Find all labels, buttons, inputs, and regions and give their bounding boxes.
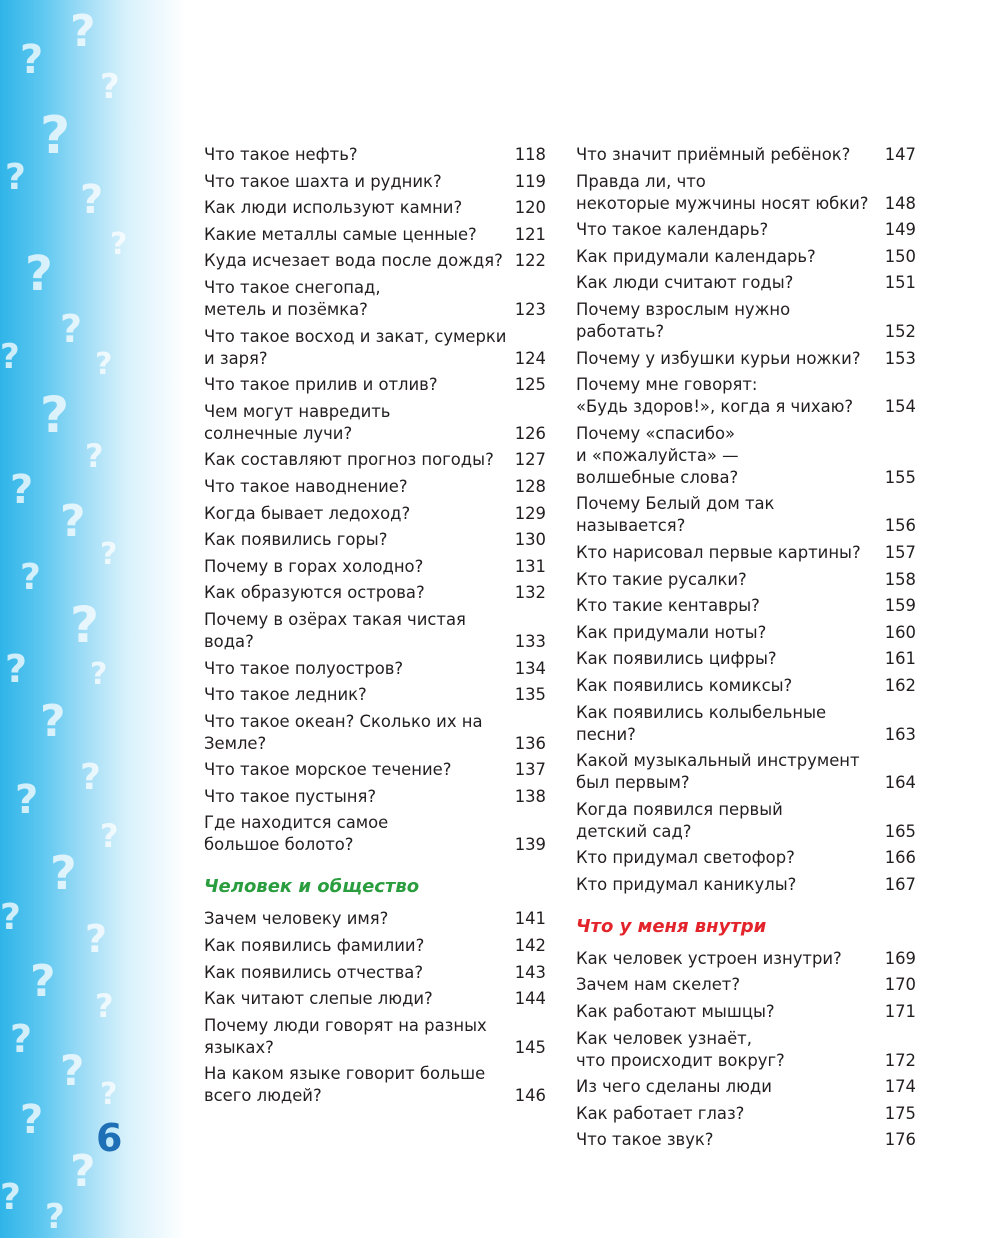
toc-entry-question: Что значит приёмный ребёнок? <box>576 145 851 164</box>
toc-entry <box>204 609 546 653</box>
toc-list-left-top <box>204 144 546 856</box>
toc-entry <box>576 622 916 644</box>
toc-entry <box>204 197 546 219</box>
toc-entry-page: 118 <box>514 145 546 164</box>
toc-entry-question: Почему «спасибо» и «пожалуйста» — волшебные слова? <box>576 423 739 487</box>
toc-entry <box>204 908 546 930</box>
toc-entry <box>204 1015 546 1059</box>
toc-entry <box>576 374 916 418</box>
toc-entry-page: 127 <box>514 450 546 470</box>
toc-entry-question: Что такое снегопад, метель и позёмка? <box>204 277 381 319</box>
question-mark-icon: ? <box>70 596 100 654</box>
toc-entry-question: Как человек узнаёт, что происходит вокруг? <box>576 1028 785 1070</box>
toc-entry <box>204 684 546 706</box>
toc-entry-page: 166 <box>884 848 916 868</box>
toc-entry <box>204 658 546 680</box>
toc-entry-page: 170 <box>884 975 916 995</box>
toc-entry-page: 147 <box>884 145 916 164</box>
toc-entry-question: Почему в горах холодно? <box>204 556 424 576</box>
toc-entry <box>576 799 916 843</box>
toc-entry-question: Из чего сделаны люди <box>576 1077 772 1097</box>
toc-entry-question: Почему Белый дом так называется? <box>576 494 775 536</box>
toc-entry-page: 150 <box>884 246 916 266</box>
toc-entry-question: Как появились фамилии? <box>204 936 425 956</box>
toc-entry-question: Что такое звук? <box>576 1130 714 1150</box>
question-mark-icon: ? <box>100 1077 118 1112</box>
question-mark-icon: ? <box>100 817 119 855</box>
toc-entry <box>576 272 916 294</box>
toc-entry <box>204 503 546 525</box>
toc-entry-question: Почему люди говорят на разных языках? <box>204 1015 487 1057</box>
toc-entry-question: Как люди считают годы? <box>576 273 794 293</box>
toc-entry <box>576 874 916 896</box>
question-mark-icon: ? <box>95 347 113 382</box>
toc-entry <box>204 529 546 551</box>
question-mark-decoration <box>0 0 185 1238</box>
toc-entry-question: Что такое пустыня? <box>204 786 377 806</box>
toc-entry-question: Зачем нам скелет? <box>576 975 741 995</box>
question-mark-icon: ? <box>100 67 120 107</box>
toc-entry <box>204 374 546 396</box>
question-mark-icon: ? <box>95 987 114 1025</box>
toc-entry-page: 136 <box>514 733 546 753</box>
toc-entry-question: Кто нарисовал первые картины? <box>576 542 861 562</box>
question-mark-icon: ? <box>20 1097 44 1143</box>
toc-entry-page: 153 <box>884 348 916 368</box>
toc-entry <box>576 750 916 794</box>
question-mark-icon: ? <box>0 337 20 377</box>
toc-entry-question: Что такое нефть? <box>204 145 358 164</box>
toc-list-right-section <box>576 948 916 1152</box>
toc-entry <box>204 1063 546 1107</box>
toc-entry <box>576 299 916 343</box>
question-mark-icon: ? <box>45 1197 65 1237</box>
toc-entry-question: Какие металлы самые ценные? <box>204 224 477 244</box>
toc-entry-page: 121 <box>514 224 546 244</box>
question-mark-icon: ? <box>60 307 83 351</box>
toc-entry-page: 159 <box>884 596 916 616</box>
question-mark-icon: ? <box>50 846 77 900</box>
toc-entry-question: Почему в озёрах такая чистая вода? <box>204 609 466 651</box>
toc-entry-question: Что такое ледник? <box>204 685 367 705</box>
toc-entry-page: 161 <box>884 649 916 669</box>
toc-entry <box>576 1103 916 1125</box>
toc-entry-question: Что такое шахта и рудник? <box>204 171 442 191</box>
toc-entry-page: 125 <box>514 375 546 395</box>
toc-entry-question: Где находится самое большое болото? <box>204 813 389 855</box>
toc-entry-question: На каком языке говорит больше всего людей? <box>204 1064 486 1106</box>
toc-entry-question: Как работает глаз? <box>576 1103 745 1123</box>
toc-entry-question: Как появились цифры? <box>576 649 777 669</box>
toc-entry-question: Какой музыкальный инструмент был первым? <box>576 751 860 793</box>
toc-entry-page: 137 <box>514 760 546 780</box>
section-title-society: Человек и общество <box>204 876 420 898</box>
toc-entry-page: 122 <box>514 251 546 271</box>
toc-entry <box>576 1028 916 1072</box>
toc-entry-page: 172 <box>884 1050 916 1070</box>
toc-entry-question: Почему мне говорят: «Будь здоров!», когда я чихаю? <box>576 375 854 417</box>
toc-entry-question: Как читают слепые люди? <box>204 989 433 1009</box>
question-mark-icon: ? <box>40 696 66 747</box>
toc-entry <box>204 786 546 808</box>
toc-entry-question: Как появились горы? <box>204 530 388 550</box>
toc-entry-page: 171 <box>884 1002 916 1022</box>
toc-entry <box>204 277 546 321</box>
toc-list-right-top <box>576 144 916 896</box>
question-mark-icon: ? <box>30 956 56 1007</box>
question-mark-icon: ? <box>80 177 104 223</box>
question-mark-icon: ? <box>5 157 26 198</box>
toc-entry <box>576 171 916 215</box>
question-mark-icon: ? <box>70 1146 96 1197</box>
toc-entry-page: 152 <box>884 321 916 341</box>
toc-entry-page: 154 <box>884 397 916 417</box>
toc-entry <box>204 326 546 370</box>
question-mark-icon: ? <box>15 777 39 823</box>
toc-entry <box>204 250 546 272</box>
toc-entry-page: 126 <box>514 423 546 443</box>
toc-entry-page: 133 <box>514 631 546 651</box>
toc-entry-question: Что такое прилив и отлив? <box>204 375 438 395</box>
toc-entry-page: 129 <box>514 503 546 523</box>
question-mark-icon: ? <box>10 1017 33 1061</box>
toc-entry-page: 164 <box>884 773 916 793</box>
toc-entry-page: 157 <box>884 542 916 562</box>
toc-entry-page: 135 <box>514 685 546 705</box>
toc-entry <box>204 449 546 471</box>
toc-entry-question: Как появились колыбельные песни? <box>576 702 827 744</box>
toc-entry <box>204 962 546 984</box>
toc-entry <box>204 224 546 246</box>
section-title-inside-me: Что у меня внутри <box>576 915 767 937</box>
toc-entry-page: 144 <box>514 989 546 1009</box>
toc-entry-page: 169 <box>884 948 916 968</box>
toc-entry-question: Что такое календарь? <box>576 220 769 240</box>
toc-entry-page: 134 <box>514 658 546 678</box>
toc-entry-question: Чем могут навредить солнечные лучи? <box>204 401 391 443</box>
question-mark-icon: ? <box>110 227 128 262</box>
page-number: 6 <box>96 1116 123 1160</box>
toc-entry-question: Когда бывает ледоход? <box>204 503 411 523</box>
toc-entry-question: Как появились комиксы? <box>576 675 793 695</box>
toc-entry-question: Как человек устроен изнутри? <box>576 948 842 968</box>
question-mark-icon: ? <box>60 1046 85 1095</box>
toc-entry-question: Как образуются острова? <box>204 583 425 603</box>
toc-entry-page: 143 <box>514 962 546 982</box>
question-mark-icon: ? <box>70 6 96 57</box>
toc-entry-question: Когда появился первый детский сад? <box>576 799 783 841</box>
toc-entry-question: Куда исчезает вода после дождя? <box>204 251 503 271</box>
toc-entry <box>576 542 916 564</box>
toc-entry-page: 131 <box>514 556 546 576</box>
toc-entry <box>576 948 916 970</box>
toc-entry-question: Как люди используют камни? <box>204 198 463 218</box>
toc-entry <box>576 569 916 591</box>
toc-entry <box>204 556 546 578</box>
toc-entry <box>204 935 546 957</box>
toc-entry-page: 175 <box>884 1103 916 1123</box>
toc-entry <box>576 1076 916 1098</box>
toc-entry-question: Что такое восход и закат, сумерки и заря? <box>204 326 507 368</box>
question-mark-icon: ? <box>60 496 86 547</box>
question-mark-icon: ? <box>40 106 71 166</box>
toc-entry-question: Что такое наводнение? <box>204 476 408 496</box>
toc-entry <box>576 219 916 241</box>
toc-entry <box>576 847 916 869</box>
toc-entry <box>576 1129 916 1151</box>
toc-entry-page: 163 <box>884 724 916 744</box>
toc-entry <box>204 988 546 1010</box>
toc-entry-page: 167 <box>884 874 916 894</box>
toc-entry <box>576 595 916 617</box>
toc-entry-page: 156 <box>884 516 916 536</box>
toc-entry-question: Как появились отчества? <box>204 962 424 982</box>
toc-entry <box>204 711 546 755</box>
toc-entry <box>576 144 916 166</box>
question-mark-icon: ? <box>80 757 101 798</box>
toc-entry <box>204 171 546 193</box>
toc-entry-page: 130 <box>514 530 546 550</box>
question-mark-icon: ? <box>20 37 44 83</box>
toc-entry-question: Кто придумал каникулы? <box>576 874 797 894</box>
question-mark-icon: ? <box>20 557 41 598</box>
toc-entry-question: Кто придумал светофор? <box>576 848 795 868</box>
toc-entry <box>576 648 916 670</box>
toc-entry-page: 158 <box>884 569 916 589</box>
toc-entry <box>204 582 546 604</box>
toc-entry-page: 149 <box>884 220 916 240</box>
toc-entry-question: Что такое океан? Сколько их на Земле? <box>204 711 483 753</box>
question-mark-icon: ? <box>85 917 108 961</box>
question-mark-icon: ? <box>5 647 28 691</box>
toc-entry-page: 132 <box>514 583 546 603</box>
toc-entry-page: 119 <box>514 171 546 191</box>
toc-entry <box>576 974 916 996</box>
toc-entry <box>576 1001 916 1023</box>
toc-entry-page: 151 <box>884 273 916 293</box>
toc-entry-page: 124 <box>514 348 546 368</box>
toc-list-left-section <box>204 908 546 1107</box>
toc-entry <box>204 401 546 445</box>
toc-entry-question: Правда ли, что некоторые мужчины носят юбки? <box>576 171 869 213</box>
toc-entry <box>576 702 916 746</box>
toc-entry-question: Что такое морское течение? <box>204 760 452 780</box>
toc-entry <box>204 476 546 498</box>
question-mark-icon: ? <box>40 386 70 444</box>
toc-entry-page: 123 <box>514 299 546 319</box>
toc-entry-page: 160 <box>884 622 916 642</box>
toc-entry <box>204 759 546 781</box>
toc-entry-page: 165 <box>884 821 916 841</box>
toc-entry <box>576 493 916 537</box>
question-mark-icon: ? <box>100 537 118 572</box>
question-mark-icon: ? <box>10 467 34 513</box>
toc-entry-question: Как составляют прогноз погоды? <box>204 450 494 470</box>
toc-entry-page: 176 <box>884 1130 916 1150</box>
toc-entry-page: 138 <box>514 786 546 806</box>
toc-entry-question: Почему взрослым нужно работать? <box>576 299 791 341</box>
toc-entry-question: Как придумали календарь? <box>576 246 816 266</box>
question-mark-icon: ? <box>25 246 53 302</box>
toc-entry-page: 128 <box>514 476 546 496</box>
toc-entry <box>576 348 916 370</box>
toc-entry-page: 174 <box>884 1077 916 1097</box>
question-mark-icon: ? <box>0 897 21 938</box>
toc-entry <box>204 812 546 856</box>
toc-entry-page: 146 <box>514 1086 546 1106</box>
toc-left-column <box>204 144 546 1112</box>
toc-right-column <box>576 144 916 1156</box>
toc-entry-question: Кто такие русалки? <box>576 569 747 589</box>
toc-entry-page: 142 <box>514 936 546 956</box>
toc-entry-question: Зачем человеку имя? <box>204 909 389 929</box>
toc-entry-question: Что такое полуостров? <box>204 658 404 678</box>
question-mark-icon: ? <box>85 437 104 475</box>
toc-entry-page: 162 <box>884 675 916 695</box>
toc-entry-page: 145 <box>514 1037 546 1057</box>
toc-entry-question: Кто такие кентавры? <box>576 596 760 616</box>
toc-entry-page: 155 <box>884 467 916 487</box>
toc-entry-question: Как работают мышцы? <box>576 1002 775 1022</box>
question-mark-icon: ? <box>90 657 108 692</box>
toc-entry-question: Как придумали ноты? <box>576 622 767 642</box>
question-mark-icon: ? <box>0 1177 21 1218</box>
toc-entry-page: 120 <box>514 198 546 218</box>
toc-entry <box>204 144 546 166</box>
toc-entry-page: 148 <box>884 193 916 213</box>
toc-entry <box>576 675 916 697</box>
toc-entry-page: 141 <box>514 909 546 929</box>
toc-entry <box>576 246 916 268</box>
toc-entry <box>576 423 916 489</box>
toc-entry-question: Почему у избушки курьи ножки? <box>576 348 861 368</box>
toc-entry-page: 139 <box>514 835 546 855</box>
